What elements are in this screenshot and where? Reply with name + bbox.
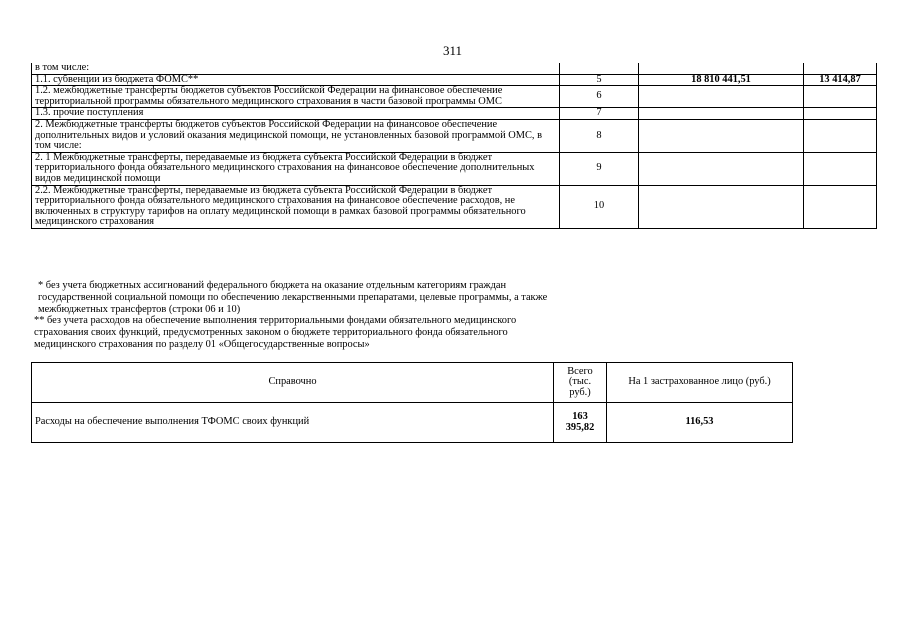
page-number: 311 xyxy=(442,43,463,58)
row-label: 2.2. Межбюджетные трансферты, передаваемые из бюджета субъекта Российской Федерации в бюджет территориального фонда обязательного медицинского страхования на финансовое обеспечение расходов, не включенных в структуру тарифов на оплату медицинской помощи в рамках базовой программы обязательного медицинского страхования xyxy=(32,185,560,228)
row-number: 5 xyxy=(560,74,639,86)
row-number xyxy=(560,63,639,74)
reference-header-label: Справочно xyxy=(32,363,554,403)
row-number: 9 xyxy=(560,152,639,185)
row-value-per-capita xyxy=(804,152,877,185)
row-number: 7 xyxy=(560,108,639,120)
table-row xyxy=(32,119,877,152)
row-value-per-capita xyxy=(804,185,877,228)
reference-header-total: Всего (тыс. руб.) xyxy=(554,363,607,403)
table-row xyxy=(32,185,877,228)
footnote-2: ** без учета расходов на обеспечение выполнения территориальными фондами обязательного медицинского страхования своих функций, предусмотренных законом о бюджете территориального фонда обязательного медицинского страхования по разделу 01 «Общегосударственные вопросы» xyxy=(34,315,517,350)
row-label: 1.1. субвенции из бюджета ФОМС** xyxy=(32,74,560,86)
row-value-per-capita xyxy=(804,108,877,120)
reference-header-row xyxy=(32,363,793,403)
table-row xyxy=(32,63,877,74)
row-value-total xyxy=(639,152,804,185)
reference-row-per-insured: 116,53 xyxy=(607,403,793,443)
row-number: 10 xyxy=(560,185,639,228)
reference-data-row xyxy=(32,403,793,443)
row-value-total xyxy=(639,63,804,74)
row-value-total xyxy=(639,119,804,152)
row-value-per-capita xyxy=(804,119,877,152)
budget-table xyxy=(31,63,877,229)
reference-row-label: Расходы на обеспечение выполнения ТФОМС своих функций xyxy=(32,403,554,443)
reference-header-per-insured: На 1 застрахованное лицо (руб.) xyxy=(607,363,793,403)
row-number: 6 xyxy=(560,86,639,108)
row-value-per-capita: 13 414,87 xyxy=(804,74,877,86)
row-label: 2. Межбюджетные трансферты бюджетов субъектов Российской Федерации на финансовое обеспечение дополнительных видов и условий оказания медицинской помощи, не установленных базовой программой ОМС, в том числе: xyxy=(32,119,560,152)
reference-table xyxy=(31,362,793,443)
table-row xyxy=(32,152,877,185)
row-value-total: 18 810 441,51 xyxy=(639,74,804,86)
row-number: 8 xyxy=(560,119,639,152)
row-value-per-capita xyxy=(804,86,877,108)
row-value-per-capita xyxy=(804,63,877,74)
row-value-total xyxy=(639,108,804,120)
row-label: 2. 1 Межбюджетные трансферты, передаваемые из бюджета субъекта Российской Федерации в бюджет территориального фонда обязательного медицинского страхования на финансовое обеспечение дополнительных видов медицинской помощи xyxy=(32,152,560,185)
footnote-1: * без учета бюджетных ассигнований федерального бюджета на оказание отдельным категориям граждан государственной социальной помощи по обеспечению лекарственными препаратами, целевые программы, а также межбюджетных трансфертов (строки 06 и 10) xyxy=(38,280,548,315)
row-label: 1.3. прочие поступления xyxy=(32,108,560,120)
row-value-total xyxy=(639,185,804,228)
reference-row-total: 163 395,82 xyxy=(554,403,607,443)
table-row xyxy=(32,86,877,108)
footnotes xyxy=(31,280,561,351)
table-row xyxy=(32,108,877,120)
row-value-total xyxy=(639,86,804,108)
row-label: в том числе: xyxy=(32,63,560,74)
row-label: 1.2. межбюджетные трансферты бюджетов субъектов Российской Федерации на финансовое обеспечение территориальной программы обязательного медицинского страхования в части базовой программы ОМС xyxy=(32,86,560,108)
table-row xyxy=(32,74,877,86)
